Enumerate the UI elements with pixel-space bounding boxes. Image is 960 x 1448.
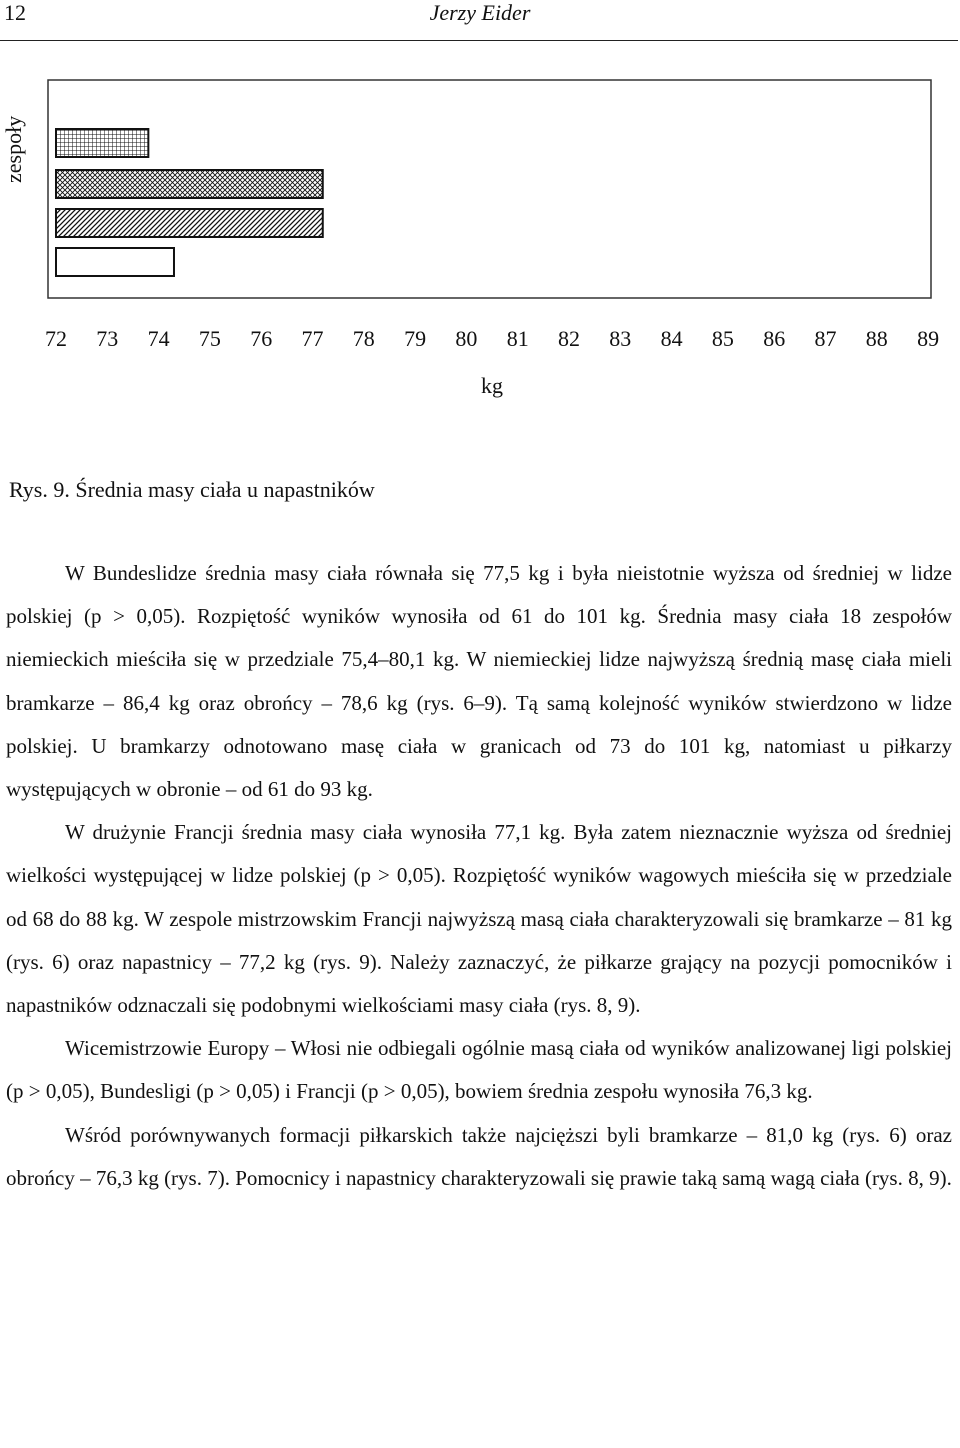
- x-tick-label: 87: [814, 326, 837, 351]
- x-tick-label: 86: [763, 326, 786, 351]
- chart-y-axis-label: zespoły: [1, 115, 26, 183]
- paragraph: W drużynie Francji średnia masy ciała wynosiła 77,1 kg. Była zatem nieznacznie wyższa od średniej wielkości występującej w lidze polskiej (p > 0,05). Rozpiętość wyników wagowych mieściła się w przedziale od 68 do 88 kg. W zespole mistrzowskim Francji najwyższą masą ciała charakteryzowali się bramkarze – 81 kg (rys. 6) oraz napastnicy – 77,2 kg (rys. 9). Należy zaznaczyć, że piłkarze grający na pozycji pomocników i napastników odznaczali się podobnymi wielkościami masy ciała (rys. 8, 9).: [6, 820, 952, 1018]
- x-tick-label: 89: [917, 326, 940, 351]
- bar-2: [56, 170, 323, 198]
- bar-chart: [0, 70, 960, 410]
- figure-chart: [0, 70, 960, 410]
- paragraph: W Bundeslidze średnia masy ciała równała się 77,5 kg i była nieistotnie wyższa od średniej w lidze polskiej (p > 0,05). Rozpiętość wyników wynosiła od 61 do 101 kg. Średnia masy ciała 18 zespołów niemieckich mieściła się w przedziale 75,4–80,1 kg. W niemieckiej lidze najwyższą średnią masę ciała mieli bramkarze – 86,4 kg oraz obrońcy – 78,6 kg (rys. 6–9). Tą samą kolejność wyników stwierdzono w lidze polskiej. U bramkarzy odnotowano masę ciała w granicach od 73 do 101 kg, natomiast u piłkarzy występujących w obronie – od 61 do 93 kg.: [6, 561, 952, 802]
- x-tick-label: 88: [865, 326, 888, 351]
- x-tick-label: 77: [301, 326, 324, 351]
- running-head-author: Jerzy Eider: [429, 0, 531, 25]
- bar-1: [56, 129, 148, 157]
- body-text: [6, 552, 952, 1200]
- x-tick-label: 84: [660, 326, 683, 351]
- x-tick-label: 78: [352, 326, 375, 351]
- paragraph: Wicemistrzowie Europy – Włosi nie odbiegali ogólnie masą ciała od wyników analizowanej ligi polskiej (p > 0,05), Bundesligi (p > 0,05) i Francji (p > 0,05), bowiem średnia zespołu wynosiła 76,3 kg.: [6, 1036, 952, 1104]
- x-tick-label: 76: [250, 326, 273, 351]
- figure-caption: Rys. 9. Średnia masy ciała u napastników: [9, 477, 375, 502]
- page-header: [0, 0, 958, 41]
- x-tick-label: 74: [147, 326, 170, 351]
- x-tick-label: 72: [45, 326, 67, 351]
- bar-4: [56, 248, 174, 276]
- x-tick-label: 79: [404, 326, 427, 351]
- chart-x-axis-label: kg: [481, 373, 503, 398]
- bar-3: [56, 209, 323, 237]
- x-tick-label: 82: [558, 326, 580, 351]
- x-tick-label: 80: [455, 326, 478, 351]
- x-tick-label: 81: [506, 326, 529, 351]
- x-tick-label: 85: [711, 326, 734, 351]
- x-tick-label: 75: [198, 326, 221, 351]
- x-tick-label: 73: [96, 326, 119, 351]
- page-number: 12: [4, 0, 26, 25]
- paragraph: Wśród porównywanych formacji piłkarskich także najcięższi byli bramkarze – 81,0 kg (rys. 6) oraz obrońcy – 76,3 kg (rys. 7). Pomocnicy i napastnicy charakteryzowali się prawie taką samą wagą ciała (rys. 8, 9).: [6, 1122, 952, 1190]
- x-tick-label: 83: [609, 326, 632, 351]
